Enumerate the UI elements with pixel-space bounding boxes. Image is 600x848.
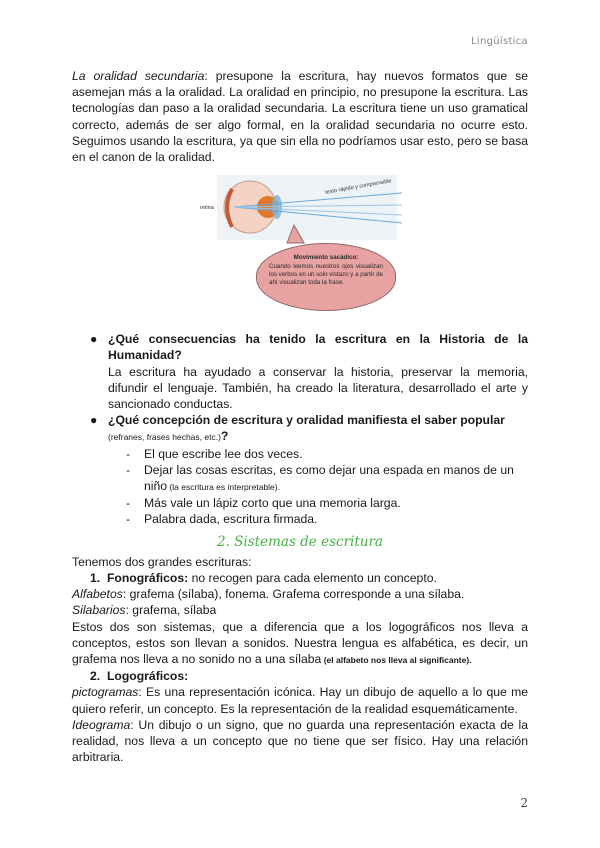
bubble-title: Movimiento sacádico: xyxy=(293,254,359,262)
dash-icon: - xyxy=(126,446,131,461)
bullet-icon: ● xyxy=(90,413,98,428)
bubble-text: Cuando leemos nuestros ojos visualizan los verbos en un solo vistazo y a partir de ahí visualizan toda la frase. xyxy=(269,262,383,287)
estos-text: Estos dos son sistemas, que a diferencia que a los logográficos nos lleva a conceptos, estos son llevan a sonidos. Nuestra lengua es alfabética, es decir, un grafema nos lleva a no sonido no a una sílaba xyxy=(72,619,528,667)
fono-number: 1. xyxy=(90,571,101,586)
question-end: ? xyxy=(220,429,229,444)
page-content xyxy=(72,68,528,766)
section-title: 2. Sistemas de escritura xyxy=(217,533,383,550)
fono-title: Fonográficos: xyxy=(106,571,189,586)
alfabetos-line xyxy=(72,586,528,602)
label-text-speed: texto rápido y comprensible xyxy=(324,178,393,197)
page-number: 2 xyxy=(520,796,528,810)
alfabetos-term: Alfabetos xyxy=(72,587,123,602)
saying-text: Palabra dada, escritura firmada. xyxy=(144,512,318,527)
saying-list xyxy=(108,446,528,528)
speech-bubble xyxy=(256,243,396,311)
saying-text: El que escribe lee dos veces. xyxy=(144,446,303,461)
list-item xyxy=(108,462,528,495)
intro-text: : presupone la escritura, hay nuevos formatos que se asemejan más a la oralidad. La oralidad en principio, no presupone la escritura. Las tecnologías dan paso a la oralidad secundaria. La escritura tiene un uso gramatical correcto, además de ser algo formal, en la oralidad secundaria no ocurre esto. Seguimos usando la escritura, ya que sin ella no podríamos usar esto, pero se basa en el canon de la oralidad. xyxy=(72,69,528,165)
ideo-text: : Un dibujo o un signo, que no guarda una representación exacta de la realidad, nos lleva a un concepto que no tiene que ser físico. Hay una relación arbitraria. xyxy=(72,717,528,765)
question-heading: ¿Qué consecuencias ha tenido la escritura en la Historia de la Humanidad? xyxy=(108,332,528,363)
silabarios-term: Silabarios xyxy=(72,603,126,618)
body-intro: Tenemos dos grandes escrituras: xyxy=(72,554,252,569)
alfabetos-text: : grafema (sílaba), fonema. Grafema corresponde a una sílaba. xyxy=(122,587,465,602)
label-retina: retina xyxy=(200,205,214,212)
question-answer: La escritura ha ayudado a conservar la historia, preservar la memoria, difundir el lenguaje. También, ha creado la literatura, desarrollado el arte y sancionado conductas. xyxy=(108,364,528,412)
bullet-icon: ● xyxy=(90,332,98,347)
eye-figure xyxy=(72,175,528,323)
silabarios-text: : grafema, sílaba xyxy=(125,603,217,618)
question-small: (refranes, frases hechas, etc.) xyxy=(108,432,221,443)
ideograma-paragraph xyxy=(72,717,528,766)
intro-term: La oralidad secundaria xyxy=(72,69,205,83)
fono-text: no recogen para cada elemento un concepto. xyxy=(188,571,437,586)
logo-title: Logográficos: xyxy=(106,669,189,684)
picto-text: : Es una representación icónica. Hay un dibujo de aquello a lo que me quiero referir, un concepto. Es la representación de la realidad esquemáticamente. xyxy=(72,685,528,716)
silabarios-line xyxy=(72,602,528,618)
intro-paragraph xyxy=(72,68,528,165)
question-item xyxy=(72,331,528,412)
list-item xyxy=(108,446,528,462)
logograficos-heading xyxy=(72,668,528,684)
estos-paragraph xyxy=(72,619,528,669)
dash-icon: - xyxy=(126,462,131,477)
logo-number: 2. xyxy=(90,669,101,684)
question-item xyxy=(72,412,528,527)
list-item xyxy=(108,511,528,527)
dash-icon: - xyxy=(126,496,131,511)
list-item xyxy=(108,495,528,511)
picto-term: pictogramas xyxy=(72,685,139,700)
pictogramas-paragraph xyxy=(72,684,528,716)
fonograficos-heading xyxy=(72,570,528,586)
estos-note: (el alfabeto nos lleva al significante). xyxy=(321,655,472,666)
page-header: Lingüística xyxy=(471,36,528,47)
question-list xyxy=(72,331,528,527)
question-text: ¿Qué concepción de escritura y oralidad manifiesta el saber popular xyxy=(108,413,505,428)
ideo-term: Ideograma xyxy=(72,717,131,732)
saying-note: (la escritura es interpretable). xyxy=(167,482,280,493)
question-heading xyxy=(108,412,528,445)
saying-text: Más vale un lápiz corto que una memoria larga. xyxy=(144,496,401,511)
saying-text: Dejar las cosas escritas, es como dejar una espada en manos de un niño xyxy=(144,462,514,494)
dash-icon: - xyxy=(126,512,131,527)
